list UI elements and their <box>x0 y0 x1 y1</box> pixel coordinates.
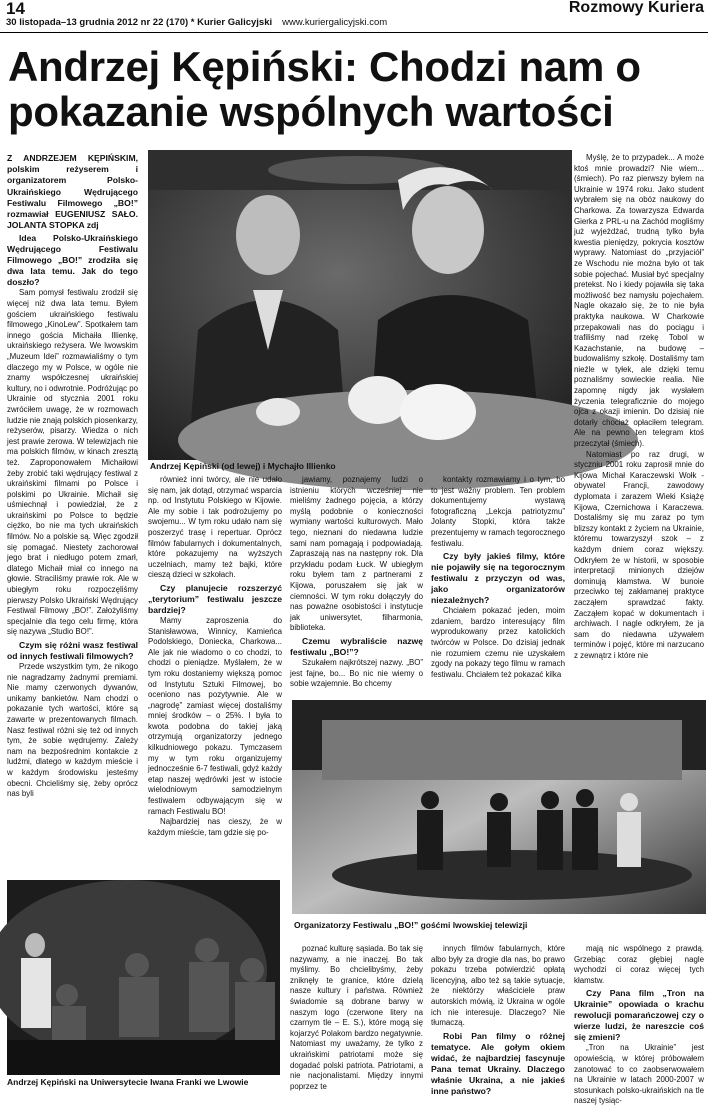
answer-paragraph: Przede wszystkim tym, że nikogo nie nagradzamy żadnymi premiami. Nie mamy czerwonych dywanów, unikamy bankietów. Nam chodzi o pokazanie tych wartości, które są zawarte w prezentowanych filmach. Nasz festiwal różni się też od innych tym, że sobie wędrujemy. Zależy nam na bezpośrednim kontakcie z ludźmi, dlatego w każdym mieście i w każdym środowisku jesteśmy obecni. Chcieliśmy się, żeby oprócz nas byli <box>7 662 138 799</box>
article-column-3 <box>290 475 423 695</box>
article-column-2 <box>148 475 282 875</box>
question: Idea Polsko-Ukraińskiego Wędrującego Festiwalu Filmowego „BO!” zrodziła się dwa lata temu. Jak do tego doszło? <box>7 233 138 288</box>
question: Czemu wybraliście nazwę festiwalu „BO!”? <box>290 635 423 657</box>
headline: Andrzej Kępiński: Chodzi nam o pokazanie wspólnych wartości <box>8 43 641 135</box>
photo-university <box>7 880 280 1075</box>
article-column-4 <box>431 475 565 695</box>
issue-date: 30 listopada–13 grudnia 2012 nr 22 (170) * Kurier Galicyjski <box>6 17 273 28</box>
question: Robi Pan filmy o różnej tematyce. Ale gołym okiem widać, że najbardziej fascynuje Pana temat Ukrainy. Dlaczego właśnie Ukraina, a nie jakieś inne państwo? <box>431 1030 565 1096</box>
answer-paragraph: „Tron na Ukrainie” jest opowieścią, w której próbowałem zanotować to co zaobserwowałem na Ukrainie w latach 2000-2007 w stosunkach polsko-ukraińskich na tle naszej tysiąc- <box>574 1043 704 1106</box>
photo-caption-2: Organizatorzy Festiwalu „BO!” gośćmi lwowskiej telewizji <box>294 920 528 930</box>
answer-paragraph: Szukałem najkrótszej nazwy. „BO” jest fajne, bo... Bo nic nie wiemy o sobie wzajemnie. Bo chcemy <box>290 657 423 689</box>
answer-paragraph: Najbardziej nas cieszy, że w każdym mieście, tam gdzie się po- <box>148 817 282 837</box>
question: Czy planujecie rozszerzyć „terytorium” festiwalu jeszcze bardziej? <box>148 582 282 615</box>
answer-paragraph: Myślę, że to przypadek... A może ktoś mnie prowadzi? Nie wiem... (śmiech). Po raz pierwszy byłem na Ukrainie w 1974 roku. Jako student wybrałem się na obóz naukowy do Charkowa. Za towarzysza Edwarda Gierka z PRL-u na Zachód mogliśmy już wyjeżdżać, trudną tylko była kwestia pieniędzy, pokrycia kosztów wyprawy. Natomiast do „przyjaciół” ze Wschodu nie można było ot tak sobie pojechać. Musiał być specjalny pretekst. No i kiedy pojawiła się taka możliwość bez namysłu pojechałem. Nagle okazało się, że to nie była praktyka naukowa. W Charkowie przepakowali nas do pociągu i trafiliśmy nad rzekę Tobol w Kazachstanie, na budowę – budowaliśmy szkołę. Dostaliśmy tam nieźle w tyłek, ale dzięki temu poznaliśmy sowieckie realia. Nie zapomnę nigdy jak wysłałem życzenia telegraficznie do mojego ojca z okazji imienin. Do dzisiaj nie dotarły chociaż opłaciłem telegram. Ale na pewno ten telegram ktoś przeczytał (śmiech). <box>574 153 704 449</box>
photo-caption-3: Andrzej Kępiński na Uniwersytecie Iwana Franki we Lwowie <box>7 1077 249 1087</box>
answer-paragraph: Mamy zaproszenia do Stanisławowa, Winnicy, Kamieńca Podolskiego, Doniecka, Charkowa... Ale jak nie wiadomo o co chodzi, to chodzi o pieniądze. Myślałem, że w tym roku dostaniemy większą pomoc od Instytutu Sztuki Filmowej, bo oceniono nas pozytywnie. Ale w „nagrodę” zamiast więcej dostaliśmy mniej środków – o 25%. I była to kwota podobna do takiej jaką otrzymują organizatorzy jednego kilkudniowego pokazu. Tymczasem my w tym roku organizujemy jednocześnie 6-7 festiwali, gdyż każdy etap naszej wędrówki jest w istocie wielodniowym samodzielnym festiwalem odbywającym się w ramach Festiwalu BO! <box>148 615 282 816</box>
article-column-6 <box>290 944 423 1099</box>
article-column-8 <box>574 944 704 1106</box>
answer-paragraph: Chciałem pokazać jeden, moim zdaniem, bardzo interesujący film wyprodukowany przez katolickich twórców w Polsce. Do dzisiaj jednak nie rozumiem czemu nie uzyskałem zgody na pokazy tego filmu w ramach festiwalu. Chciałem też pokazać kilka <box>431 606 565 679</box>
answer-paragraph: jawiamy, poznajemy ludzi o istnieniu których wcześniej nie mieliśmy żadnego pojęcia, a którzy myślą podobnie o konieczności wymiany wartości kulturowych. Mało tego, nieznani do niedawna ludzie sami nam pomagają i podpowiadają. Zapraszają nas na następny rok. Dla przykładu podam Łuck. W ubiegłym roku byłem tam z partnerami z Kijowa, poruszałem się jak w ciemności. W tym roku dołączyły do nas poważne osobistości i instytucje jak uniwersytet, filharmonia, biblioteka. <box>290 475 423 633</box>
photo-kepinski-illienko <box>148 150 572 460</box>
answer-paragraph: kontakty rozmawiamy i o tym, bo to jest ważny problem. Ten problem dokumentujemy wystawą fotograficzną „Lekcja patriotyzmu” Jolanty Stopki, która także prezentujemy w ramach tegorocznego festiwalu. <box>431 475 565 548</box>
question: Czy były jakieś filmy, które nie pojawiły się na tegorocznym festiwalu z przyczyn od was, jako organizatorów niezależnych? <box>431 551 565 606</box>
section-title: Rozmowy Kuriera <box>568 0 704 16</box>
article-column-7 <box>431 944 565 1099</box>
photo-tv-studio <box>292 700 706 914</box>
question: Czy Pana film „Tron na Ukrainie” opowiada o krachu rewolucji pomarańczowej czy o wierze ludzi, że nareszcie coś się zmieni? <box>574 988 704 1043</box>
header-rule <box>0 32 708 33</box>
article-column-1 <box>7 153 138 873</box>
photo-caption-1: Andrzej Kępiński (od lewej) i Mychajło Illienko <box>150 461 336 471</box>
answer-paragraph: mają nic wspólnego z prawdą. Grzebiąc coraz głębiej nagle wychodzi ci coraz więcej tych kłamstw. <box>574 944 704 985</box>
article-column-5 <box>574 153 704 695</box>
answer-paragraph: Natomiast po raz drugi, w styczniu 2001 roku zaprosił mnie do Kijowa Michał Karaczewski Wołk - obywatel Francji, zawodowy dyplomata i zarazem Wieki Książę Kijowa, Czernichowa i Karaczewa. Dostaliśmy się mu zaraz po tym blizszy kontakt z życiem na Ukrainie, któremu towarzyszył szok – z każdym dniem coraz większy. Odkryłem że w historii, w sposobie interpretacji minionych dziejów dominują kłamstwa. W bunoie przeciwko tej zakłamanej praktyce zacząłem sprawdzać fakty. Zacząłem kopać w dokumentach i archiwach. I nagle odkryłem, że ja sam do niedawna używałem terminów i pojęć, które mi narzucano z zewnątrz i które nie <box>574 449 704 660</box>
answer-paragraph: Sam pomysł festiwalu zrodził się więcej niż dwa lata temu. Byłem gościem ukraińskiego festiwalu filmowego „KinoLew”. Spotkałem tam innego gościa Michaiła Illienkę, ukraińskiego reżysera. We lwowskim „Muzeum Idei” rozmawialiśmy o tym dlaczego my w Polsce, w ogóle nie znamy współczesnej ukraińskiej kultury, no i odwrotnie. Podróżując po Ukrainie od stycznia 2001 roku zwróciłem uwagę, że w rozmowach ludzie nie znają polskich piosenkarzy, reżyserów, pisarzy. Wiedza o nich jest prawie zerowa. W telewizjach nie ma polskich filmów, w kinach zresztą też. Zaproponowałem Michaiłowi żeby zrobić taki wędrujący festiwal z ukraińskimi filmami po Polsce i polskimi po Ukrainie. Michaił się uśmiechnął i powiedział, że z ukraińskimi po Polsce to będzie ciężko, bo nie ma tych ukraińskich filmów. No a polskie są. Więc zgodził się pomagać. Niestety zachorował jego brat i niedługo potem zmarł, dlatego Michaił miał co innego na głowie. Straciliśmy prawie rok. Ale w ubiegłym roku rozpoczęliśmy pierwszy Polsko Ukraiński Wędrujący Festiwal Filmowy „BO!”. Założyliśmy specjalnie dla tego celu firmę, która się nazywa „Studio BO!”. <box>7 288 138 637</box>
answer-paragraph: poznać kulturę sąsiada. Bo tak się nazywamy, a nie inaczej. Bo tak myślimy. Bo chcielibyśmy, żeby zniknęły te granice, które dzielą nasze kultury i państwa. Również świadomie są dobrane barwy w naszym logo (czerwone litery na czarnym tle – E. S.), które mogą się kojarzyć Polakom bardzo negatywnie. Natomiast my uważamy, że tylko z ukraińskimi patriotami może się dogadać polski patriota. Patriotami, a nie nacjonalistami. Między innymi poprzez te <box>290 944 423 1091</box>
site-url[interactable]: www.kuriergalicyjski.com <box>282 17 388 28</box>
page-number: 14 <box>6 0 25 18</box>
issue-info <box>6 17 387 28</box>
answer-paragraph: innych filmów fabularnych, które albo były za drogie dla nas, bo prawo pokazu trzeba potwierdzić opłatą licencyjną, albo też są takie sytuacje, że niektórzy właściciele praw autorskich mówią, iż Ukraina w ogóle ich nie interesuje. Dlaczego? Nie tłumaczą. <box>431 944 565 1028</box>
intro-paragraph: Z ANDRZEJEM KĘPIŃSKIM, polskim reżyserem i organizatorem Polsko-Ukraińskiego Wędrującego Festiwalu Filmowego „BO!” rozmawiał EUGENIUSZ SAŁO. JOLANTA STOPKA zdj <box>7 153 138 231</box>
answer-paragraph: również inni twórcy, ale nie udało się nam, jak dotąd, otrzymać wsparcia np. od Instytutu Polskiego w Kijowie. Ale my sobie i tak podrożujemy po swojemu... W tym roku udało nam się poszerzyć trasę i repertuar. Oprócz filmów fabularnych i dokumentalnych, które pokazujemy na wyższych uczelniach, mamy też bajki, które cieszą dzieci w szkołach. <box>148 475 282 580</box>
question: Czym się różni wasz festiwal od innych festiwali filmowych? <box>7 640 138 662</box>
